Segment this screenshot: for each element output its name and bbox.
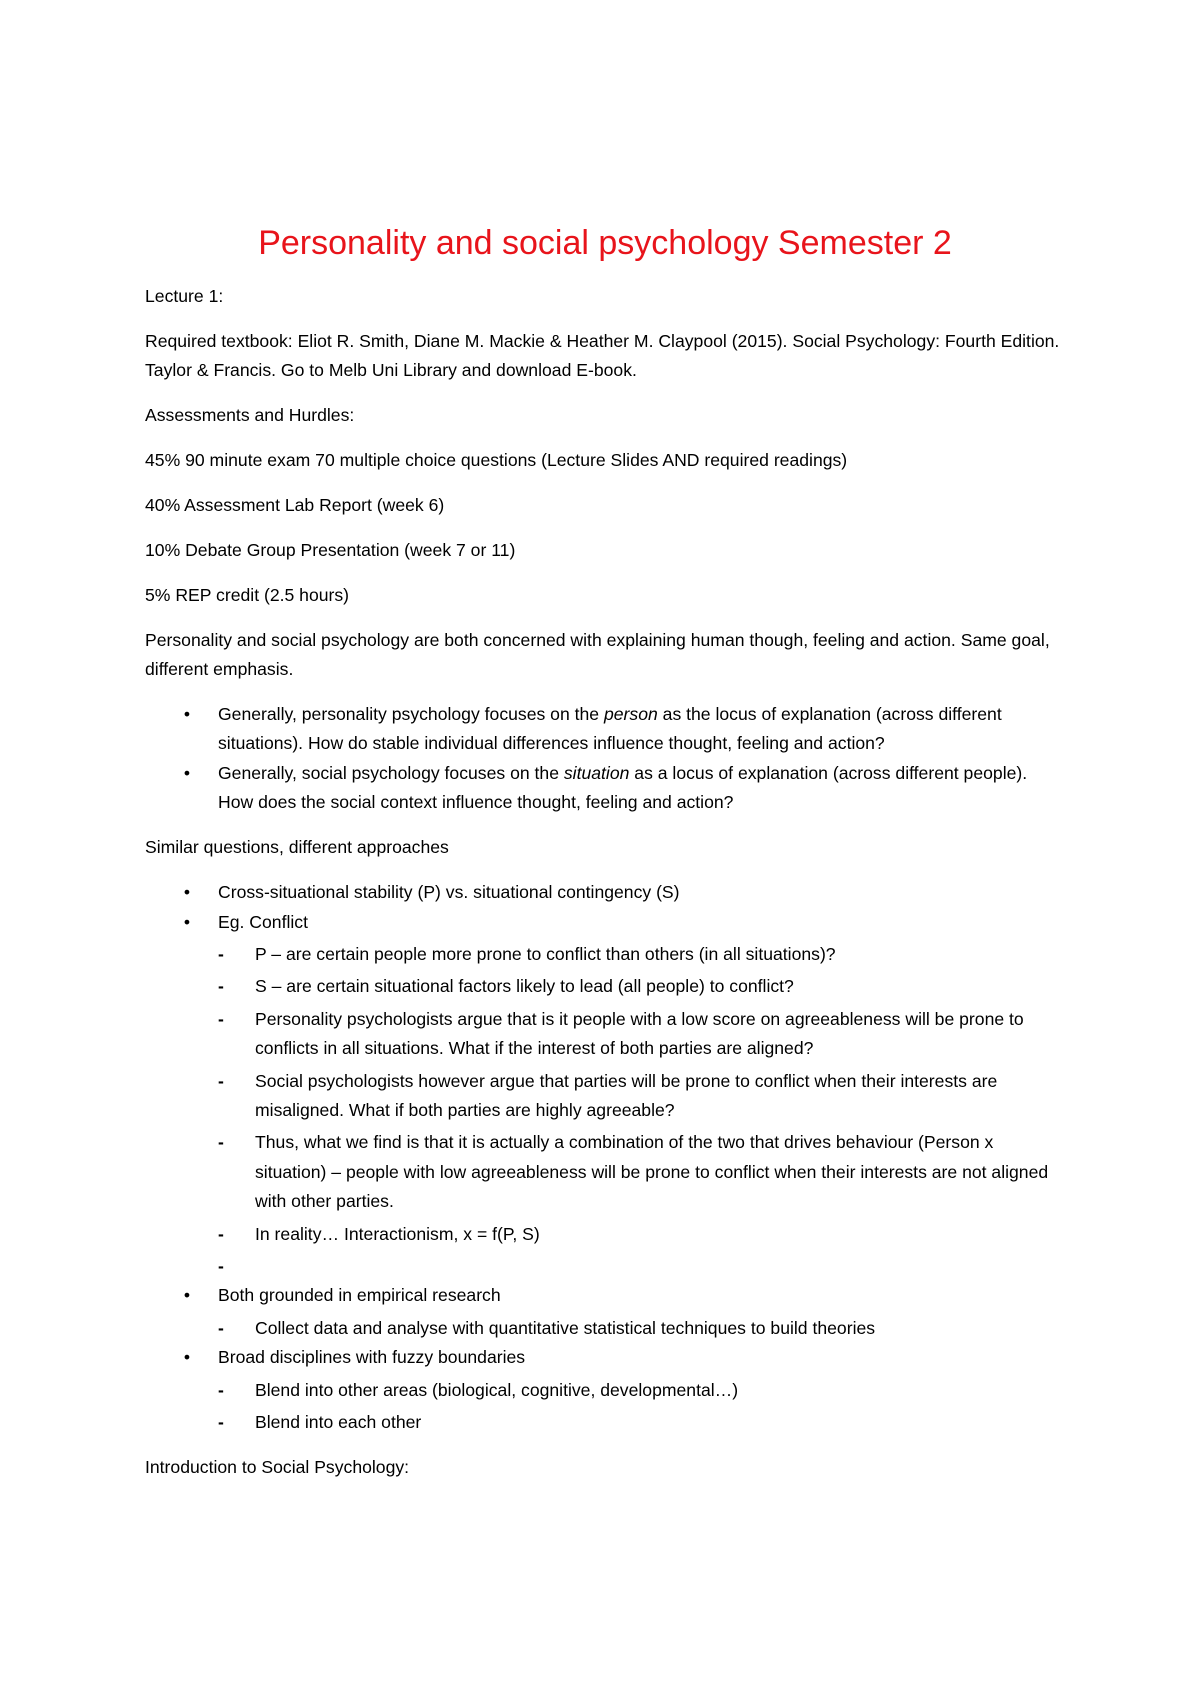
- intro-paragraph: Personality and social psychology are both concerned with explaining human though, feeling and action. Same goal, different emphasis.: [145, 629, 1050, 680]
- bullet-text-after: as the locus of explanation (across different situations). How do stable individual differences influence thought, feeling and action?: [218, 704, 1002, 754]
- dash-item: [218, 1376, 1065, 1405]
- dash-text: Personality psychologists argue that is it people with a low score on agreeableness will be prone to conflicts in all situations. What if the interest of both parties are aligned?: [255, 1008, 1024, 1059]
- bullet-item: [145, 878, 1065, 907]
- broad-dash-list: [218, 1376, 1065, 1438]
- empirical-dash-list: [218, 1314, 1065, 1343]
- lecture-heading: Lecture 1:: [145, 286, 224, 306]
- dash-marker: -: [218, 1070, 224, 1091]
- dash-marker: -: [218, 1412, 224, 1432]
- bullet-text: Eg. Conflict: [218, 911, 308, 932]
- dash-text: Collect data and analyse with quantitative statistical techniques to build theories: [255, 1317, 876, 1338]
- dash-item: [218, 1220, 1065, 1249]
- dash-item: [218, 1128, 1065, 1216]
- assessment-item: 5% REP credit (2.5 hours): [145, 584, 350, 605]
- dash-marker: -: [218, 1255, 224, 1276]
- dash-text: [255, 1256, 260, 1276]
- bullet-text-before: Generally, personality psychology focuses on the: [218, 704, 604, 725]
- dash-marker: -: [218, 1132, 224, 1153]
- bullet-marker: •: [183, 762, 191, 783]
- dash-marker: -: [218, 1223, 224, 1244]
- dash-item: [218, 1314, 1065, 1343]
- dash-text: S – are certain situational factors likely to lead (all people) to conflict?: [255, 976, 794, 997]
- emphasis-bullet-list: [145, 700, 1065, 818]
- dash-marker: -: [218, 1008, 224, 1029]
- dash-item: [218, 1252, 1065, 1281]
- document-body: [145, 282, 1065, 1498]
- bullet-text: Broad disciplines with fuzzy boundaries: [218, 1347, 526, 1368]
- bullet-emphasis: situation: [563, 762, 630, 783]
- assessment-item: 40% Assessment Lab Report (week 6): [145, 495, 445, 516]
- dash-text: Thus, what we find is that it is actually a combination of the two that drives behaviour (Person x situation) – people with low agreeableness will be prone to conflict when their interests are not aligned with other parties.: [255, 1132, 1049, 1212]
- bullet-emphasis: person: [603, 704, 658, 725]
- bullet-text-before: Generally, social psychology focuses on the: [218, 762, 564, 783]
- dash-text: Blend into each other: [255, 1412, 422, 1432]
- conflict-dash-list: [218, 940, 1065, 1281]
- bullet-marker: •: [183, 1285, 191, 1306]
- bullet-item: [145, 908, 1065, 1282]
- bullet-marker: •: [183, 1347, 191, 1368]
- dash-marker: -: [218, 1379, 224, 1400]
- assessments-heading: Assessments and Hurdles:: [145, 405, 355, 426]
- bullet-text: Both grounded in empirical research: [218, 1285, 501, 1306]
- dash-text: Blend into other areas (biological, cognitive, developmental…): [255, 1379, 739, 1400]
- assessment-item: 10% Debate Group Presentation (week 7 or 11): [145, 539, 516, 560]
- bullet-item: [145, 1281, 1065, 1343]
- dash-item: [218, 972, 1065, 1001]
- dash-marker: -: [218, 1317, 224, 1338]
- dash-text: Social psychologists however argue that parties will be prone to conflict when their interests are misaligned. What if both parties are highly agreeable?: [255, 1070, 998, 1120]
- dash-marker: -: [218, 976, 224, 997]
- dash-item: [218, 1408, 1065, 1437]
- final-heading: Introduction to Social Psychology:: [145, 1456, 410, 1477]
- dash-item: [218, 940, 1065, 969]
- dash-item: [218, 1067, 1065, 1126]
- assessment-item: 45% 90 minute exam 70 multiple choice questions (Lecture Slides AND required readings): [145, 450, 848, 471]
- textbook-paragraph: Required textbook: Eliot R. Smith, Diane M. Mackie & Heather M. Claypool (2015). Social Psychology: Fourth Edition. Taylor & Francis. Go to Melb Uni Library and download E-book.: [145, 330, 1060, 381]
- document-title: Personality and social psychology Semester 2: [258, 224, 952, 262]
- dash-text: In reality… Interactionism, x = f(P, S): [255, 1223, 540, 1244]
- bullet-marker: •: [183, 911, 191, 932]
- bullet-text-after: as a locus of explanation (across different people). How does the social context influence thought, feeling and action?: [218, 762, 1028, 813]
- bullet-text: Cross-situational stability (P) vs. situational contingency (S): [218, 882, 680, 903]
- bullet-item: [145, 759, 1065, 818]
- similar-heading: Similar questions, different approaches: [145, 837, 449, 858]
- dash-item: [218, 1005, 1065, 1064]
- bullet-item: [145, 700, 1065, 759]
- approach-bullet-list: [145, 878, 1065, 1437]
- bullet-marker: •: [183, 704, 191, 725]
- dash-text: P – are certain people more prone to conflict than others (in all situations)?: [255, 943, 836, 964]
- dash-marker: -: [218, 943, 224, 964]
- bullet-marker: •: [183, 882, 191, 903]
- bullet-item: [145, 1343, 1065, 1437]
